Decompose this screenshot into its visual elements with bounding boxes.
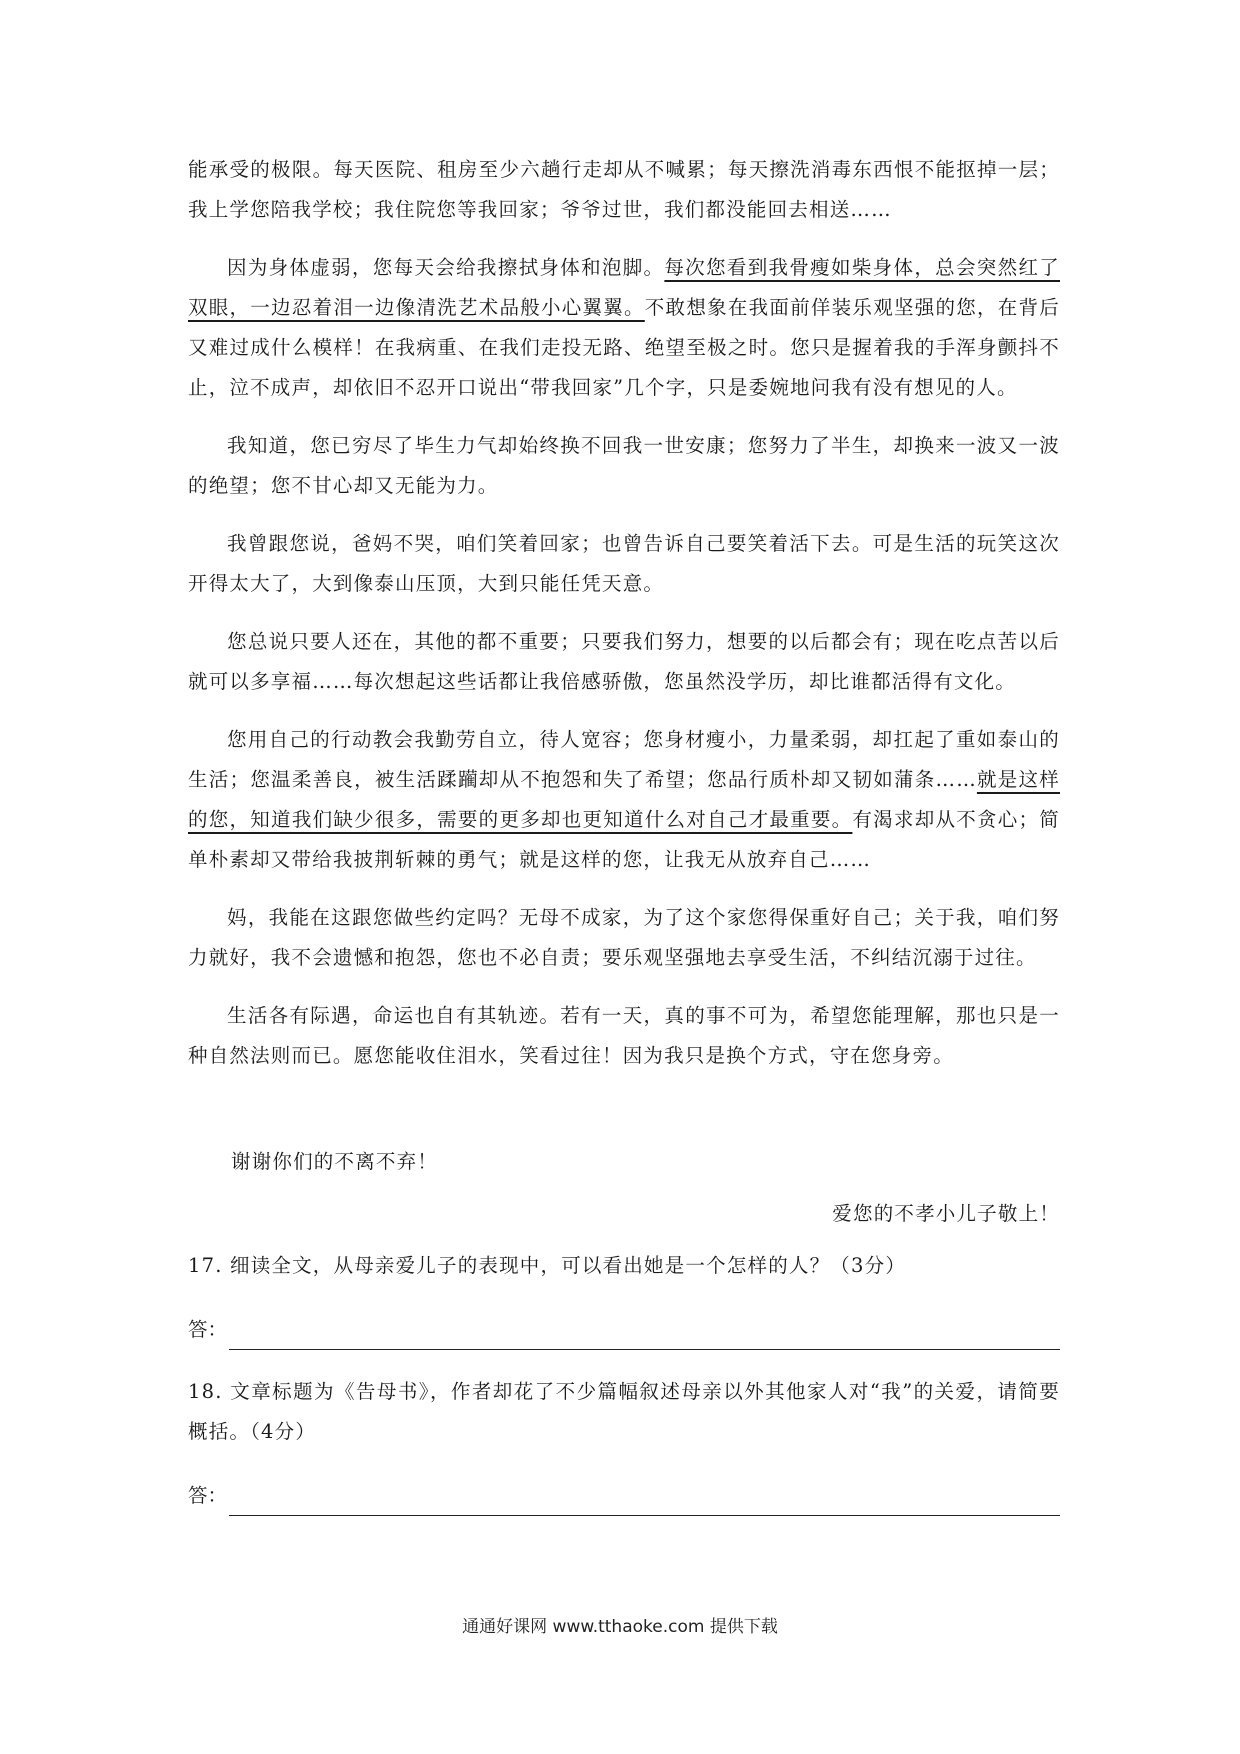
paragraph-8	[188, 996, 1060, 1076]
answer-line[interactable]	[229, 1487, 1060, 1516]
underlined-text: 就是这样的您，知道我们缺少很多，需要的更多却也更知道什么对自己才最重要。	[188, 768, 1060, 831]
paragraph-6	[188, 720, 1060, 880]
text-segment: 您总说只要人还在，其他的都不重要；只要我们努力，想要的以后都会有；现在吃点苦以后就可以多享福……每次想起这些话都让我倍感骄傲，您虽然没学历，却比谁都活得有文化。	[188, 630, 1060, 693]
text-segment: 因为身体虚弱，您每天会给我擦拭身体和泡脚。	[227, 256, 665, 279]
answer-18[interactable]	[188, 1476, 1060, 1516]
text-segment: 您用自己的行动教会我勤劳自立，待人宽容；您身材瘦小，力量柔弱，却扛起了重如泰山的生活；您温柔善良，被生活蹂躏却从不抱怨和失了希望；您品行质朴却又韧如蒲条……	[188, 728, 1060, 791]
text-segment: 我知道，您已穷尽了毕生力气却始终换不回我一世安康；您努力了半生，却换来一波又一波的绝望；您不甘心却又无能为力。	[188, 434, 1060, 497]
question-18: 18. 文章标题为《告母书》，作者却花了不少篇幅叙述母亲以外其他家人对“我”的关爱，请简要概括。（4分）	[188, 1380, 1060, 1443]
question-17: 17. 细读全文，从母亲爱儿子的表现中，可以看出她是一个怎样的人？（3分）	[188, 1254, 907, 1277]
closing-signature: 爱您的不孝小儿子敬上！	[832, 1202, 1060, 1225]
document-page	[188, 150, 1060, 1516]
text-segment: 生活各有际遇，命运也自有其轨迹。若有一天，真的事不可为，希望您能理解，那也只是一种自然法则而已。愿您能收住泪水，笑看过往！因为我只是换个方式，守在您身旁。	[188, 1004, 1060, 1067]
text-segment: 我曾跟您说，爸妈不哭，咱们笑着回家；也曾告诉自己要笑着活下去。可是生活的玩笑这次开得太大了，大到像泰山压顶，大到只能任凭天意。	[188, 532, 1060, 595]
answer-17[interactable]	[188, 1310, 1060, 1350]
underlined-text: 每次您看到我骨瘦如柴身体，总会突然红了双眼，一边忍着泪一边像清洗艺术品般小心翼翼。	[188, 256, 1060, 319]
text-segment: 能承受的极限。每天医院、租房至少六趟行走却从不喊累；每天擦洗消毒东西恨不能抠掉一层；我上学您陪我学校；我住院您等我回家；爷爷过世，我们都没能回去相送……	[188, 158, 1060, 221]
text-segment: 有渴求却从不贪心；简单朴素却又带给我披荆斩棘的勇气；就是这样的您，让我无从放弃自己……	[188, 808, 1060, 871]
page-footer: 通通好课网 www.tthaoke.com 提供下载	[462, 1617, 778, 1637]
paragraph-5	[188, 622, 1060, 702]
answer-label: 答：	[188, 1318, 228, 1341]
paragraph-4	[188, 524, 1060, 604]
paragraph-2	[188, 248, 1060, 408]
paragraph-7	[188, 898, 1060, 978]
closing-thanks: 谢谢你们的不离不弃！	[231, 1150, 439, 1173]
answer-label: 答：	[188, 1484, 228, 1507]
answer-line[interactable]	[229, 1321, 1060, 1350]
text-segment: 不敢想象在我面前佯装乐观坚强的您，在背后又难过成什么模样！在我病重、在我们走投无路、绝望至极之时。您只是握着我的手浑身颤抖不止，泣不成声，却依旧不忍开口说出“带我回家”几个字，只是委婉地问我有没有想见的人。	[188, 296, 1060, 399]
paragraph-3	[188, 426, 1060, 506]
paragraph-1	[188, 150, 1060, 230]
text-segment: 妈，我能在这跟您做些约定吗？无母不成家，为了这个家您得保重好自己；关于我，咱们努力就好，我不会遗憾和抱怨，您也不必自责；要乐观坚强地去享受生活，不纠结沉溺于过往。	[188, 906, 1060, 969]
